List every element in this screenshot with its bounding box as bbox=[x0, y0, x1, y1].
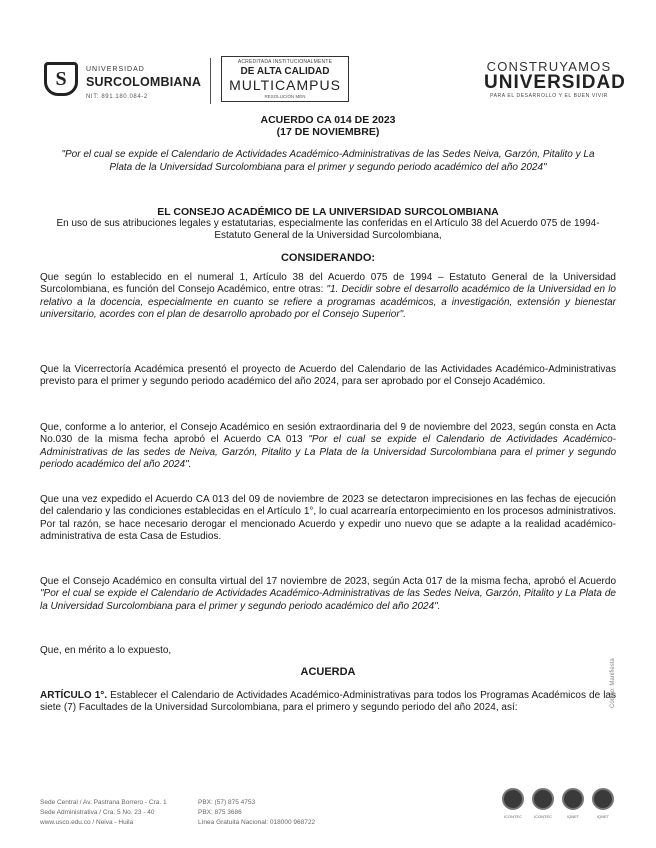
consideration-5-text: Que el Consejo Académico en consulta virtual del 17 noviembre de 2023, según Acta 017 de la misma fecha, aprobó el Acuerdo bbox=[40, 576, 616, 587]
footer-toll-free: Línea Gratuita Nacional: 018000 968722 bbox=[198, 819, 316, 826]
legal-basis: En uso de sus atribuciones legales y estatutarias, especialmente las conferidas en el Artículo 38 del Acuerdo 075 de 1994-Estatuto General de la Universidad Surcolombiana, bbox=[56, 218, 600, 241]
acuerda-heading: ACUERDA bbox=[300, 666, 356, 678]
slogan-logo bbox=[484, 59, 626, 100]
usco-logo bbox=[44, 60, 219, 102]
certification-seal-icon bbox=[592, 788, 614, 810]
side-code: Código: Manifiesta bbox=[610, 658, 616, 708]
footer-address-1: Sede Central / Av. Pastrana Borrero - Cra. 1 bbox=[40, 799, 167, 806]
slogan-line1: CONSTRUYAMOS bbox=[486, 59, 612, 74]
certification-seals bbox=[500, 788, 618, 828]
article-1-label: ARTÍCULO 1°. bbox=[40, 690, 108, 701]
document-date: (17 DE NOVIEMBRE) bbox=[276, 126, 380, 138]
footer-website: www.usco.edu.co / Neiva - Huila bbox=[40, 819, 134, 826]
consideration-1-text: Que según lo establecido en el numeral 1, Artículo 38 del Acuerdo 075 de 1994 – Estatuto General de la Universidad Surcolombiana, es función del Consejo Académico, entre otras: bbox=[40, 272, 616, 296]
header-divider bbox=[210, 58, 211, 104]
footer-phone-2: PBX: 875 3686 bbox=[198, 809, 242, 816]
usco-small-label: UNIVERSIDAD bbox=[86, 66, 145, 73]
consideration-2: Que la Vicerrectoría Académica presentó el proyecto de Acuerdo del Calendario de las Actividades Académico-Administrativas previsto para el primer y segundo periodo académico del año 2024, para ser aprobado por el Consejo Académico. bbox=[40, 364, 616, 388]
footer-addresses bbox=[40, 798, 167, 828]
consideration-3 bbox=[40, 422, 616, 472]
certification-seal-icon bbox=[502, 788, 524, 810]
consideration-1-quote: "1. Decidir sobre el desarrollo académico de la Universidad en lo relativo a la docencia, especialmente en cuanto se refiere a programas académicos, a investigación, extensión y bienestar universitario, acordes con el plan de desarrollo aprobado por el Consejo Superior". bbox=[40, 284, 616, 321]
seal-label: IQNET bbox=[566, 814, 580, 819]
certification-seal-icon bbox=[532, 788, 554, 810]
consideration-1 bbox=[40, 272, 616, 322]
footer-phone-1: PBX: (57) 875 4753 bbox=[198, 799, 256, 806]
usco-shield-icon: S bbox=[44, 62, 78, 96]
accreditation-top: ACREDITADA INSTITUCIONALMENTE bbox=[237, 59, 333, 65]
issuing-body: EL CONSEJO ACADÉMICO DE LA UNIVERSIDAD SURCOLOMBIANA bbox=[157, 206, 499, 218]
accreditation-line2: MULTICAMPUS bbox=[229, 77, 341, 93]
accreditation-bottom: RESOLUCIÓN MEN bbox=[264, 94, 306, 99]
considerando-heading: CONSIDERANDO: bbox=[280, 252, 376, 264]
accreditation-badge bbox=[221, 56, 349, 102]
consideration-5 bbox=[40, 576, 616, 613]
consideration-3-text: Que, conforme a lo anterior, el Consejo Académico en sesión extraordinaria del 9 de noviembre del 2023, según consta en Acta No.030 de la misma fecha aprobó el Acuerdo CA 013 bbox=[40, 422, 616, 446]
seal-label: ICONTEC bbox=[534, 814, 552, 819]
article-1-text: Establecer el Calendario de Actividades Académico-Administrativas para todos los Programas Académicos de las siete (7) Facultades de la Universidad Surcolombiana, para el primero y segundo periodo del año 2024, así: bbox=[40, 690, 616, 714]
usco-name: SURCOLOMBIANA bbox=[86, 75, 202, 89]
certification-seal-icon bbox=[562, 788, 584, 810]
seal-label: ICONTEC bbox=[504, 814, 522, 819]
consideration-3-quote: "Por el cual se expide el Calendario de Actividades Académico-Administrativas de las sedes de Neiva, Garzón, Pitalito y La Plata de la Universidad Surcolombiana para el primer y segundo periodo académico del año 2024". bbox=[40, 434, 616, 471]
consideration-4: Que una vez expedido el Acuerdo CA 013 del 09 de noviembre de 2023 se detectaron imprecisiones en las fechas de ejecución del calendario y las condiciones establecidas en el Artículo 1°, lo cual acarrearía entorpecimiento en los procesos administrativos. Por tal razón, se hace necesario derogar el mencionado Acuerdo y expedir uno nuevo que se adapte a la realidad académico- administrativa de esta Casa de Estudios. bbox=[40, 494, 616, 543]
usco-nit: NIT: 891.180.084-2 bbox=[86, 94, 148, 100]
footer-contacts bbox=[198, 798, 315, 828]
article-1 bbox=[40, 690, 616, 715]
document-number: ACUERDO CA 014 DE 2023 bbox=[260, 114, 396, 126]
consideration-5-quote: "Por el cual se expide el Calendario de Actividades Académico-Administrativas de las Sedes Neiva, Garzón, Pitalito y La Plata de la Universidad Surcolombiana para el primer y segundo periodo académico del año 2024". bbox=[40, 588, 616, 612]
accreditation-line1: DE ALTA CALIDAD bbox=[240, 66, 330, 77]
document-subject: "Por el cual se expide el Calendario de Actividades Académico-Administrativas de las Sedes Neiva, Garzón, Pitalito y La Plata de la Universidad Surcolombiana para el primer y segundo periodo académico del año 2024" bbox=[61, 149, 595, 173]
consideration-6: Que, en mérito a lo expuesto, bbox=[40, 645, 172, 656]
slogan-line2: UNIVERSIDAD bbox=[484, 72, 626, 93]
seal-label: IQNET bbox=[596, 814, 610, 819]
slogan-line3: PARA EL DESARROLLO Y EL BUEN VIVIR bbox=[490, 93, 608, 99]
footer-address-2: Sede Administrativa / Cra. 5 No. 23 - 40 bbox=[40, 809, 155, 816]
